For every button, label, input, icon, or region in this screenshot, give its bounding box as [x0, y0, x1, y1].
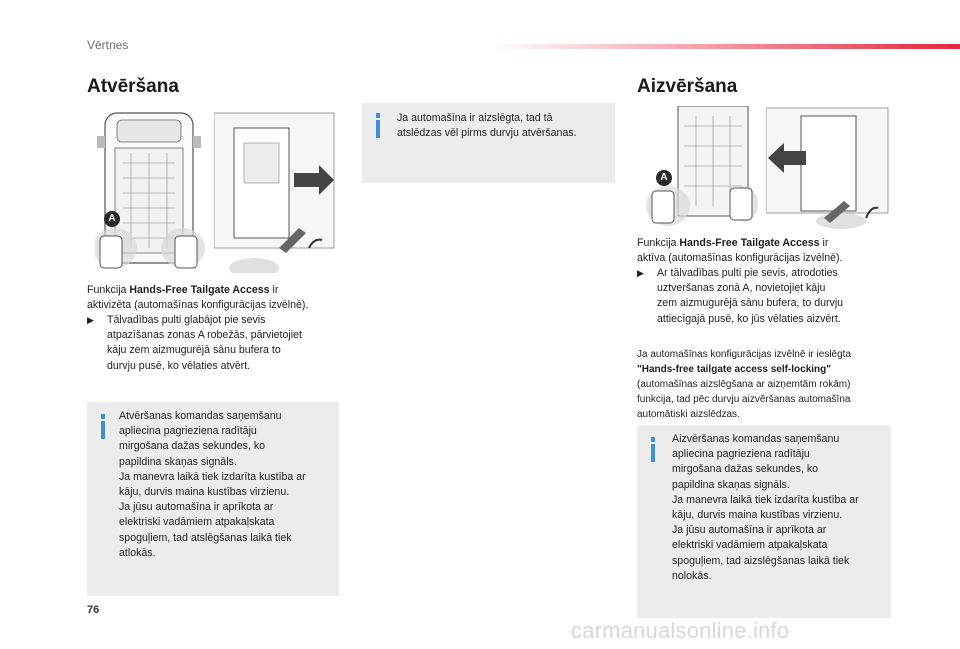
info-icon	[374, 113, 382, 138]
section-title-open: Atvēršana	[87, 76, 179, 97]
self-locking-feature-bold: "Hands-free tailgate access self-locking"	[637, 364, 831, 375]
self-locking-note: Ja automašīnas konfigurācijas izvēlnē ir ieslēgta "Hands-free tailgate access self-locking" (automašīnas aizslēgšana ar aizņemtām rokām) funkcija, tad pēc durvju aizvēršanas automašīna automātiski aizslēdzas.	[637, 349, 851, 420]
info-icon	[99, 414, 107, 439]
info-icon	[649, 437, 657, 462]
close-info-text: Aizvēršanas komandas saņemšanu apliecina pagrieziena radītāju mirgošana dažas sekundes, ko papildina skaņas signāls. Ja manevra laikā tiek izdarīta kustība ar kāju, durvis maina kustības virzienu. Ja jūsu automašīna ir aprīkota ar elektriski vadāmiem atpakaļskata spoguļiem, tad aizslēgšanas laikā tiek nolokās.	[672, 433, 859, 582]
zone-a-marker: A	[104, 211, 120, 227]
close-bullet-text: Ar tālvadības pulti pie sevis, atrodoties uztveršanas zonā A, novietojiet kāju zem aizmugurējā sānu bufera, to durvju attiecīgajā pusē, ko jūs vēlaties aizvērt.	[657, 267, 844, 325]
open-description-line2: aktivizēta (automašīnas konfigurācijas izvēlnē).	[87, 299, 309, 312]
watermark-text: carmanualsonline.info	[571, 618, 790, 643]
close-description-line2: aktīva (automašīnas konfigurācijas izvēlnē).	[637, 252, 843, 265]
van-rear-view-illustration	[646, 106, 758, 228]
open-bullet-text: Tālvadības pulti glabājot pie sevis atpazīšanas zonas A robežās, pārvietojiet kāju zem aizmugurējā sānu bufera to durvju pusē, ko vēlaties atvērt.	[107, 314, 302, 372]
bullet-icon: ▶	[637, 268, 644, 278]
open-description-line1: Funkcija Hands-Free Tailgate Access ir	[87, 284, 279, 296]
open-info-box	[87, 402, 339, 596]
van-side-door-illustration	[214, 108, 339, 273]
feature-name-bold: Hands-Free Tailgate Access	[679, 237, 820, 249]
close-description-line1: Funkcija Hands-Free Tailgate Access ir	[637, 237, 829, 249]
unlock-info-box	[362, 103, 615, 183]
van-side-close-illustration	[766, 106, 892, 230]
van-top-view-illustration	[95, 108, 205, 273]
open-description	[87, 283, 347, 313]
section-title-close: Aizvēršana	[637, 76, 738, 97]
close-description	[637, 236, 897, 266]
open-info-text: Atvēršanas komandas saņemšanu apliecina pagrieziena radītāju mirgošana dažas sekundes, ko papildina skaņas signāls. Ja manevra laikā tiek izdarīta kustība ar kāju, durvis maina kustības virzienu. Ja jūsu automašīna ir aprīkota ar elektriski vadāmiem atpakaļskata spoguļiem, tad atslēgšanas laikā tiek atlokās.	[119, 410, 306, 559]
zone-a-marker: A	[656, 170, 672, 186]
unlock-info-text: Ja automašīna ir aizslēgta, tad tā atslēdzas vēl pirms durvju atvēršanas.	[397, 112, 577, 140]
chapter-title: Vērtnes	[87, 38, 129, 52]
bullet-icon: ▶	[87, 315, 94, 325]
close-info-box	[637, 425, 891, 618]
feature-name-bold: Hands-Free Tailgate Access	[129, 284, 270, 296]
page-number: 76	[87, 604, 100, 616]
header-accent-bar	[490, 44, 960, 49]
